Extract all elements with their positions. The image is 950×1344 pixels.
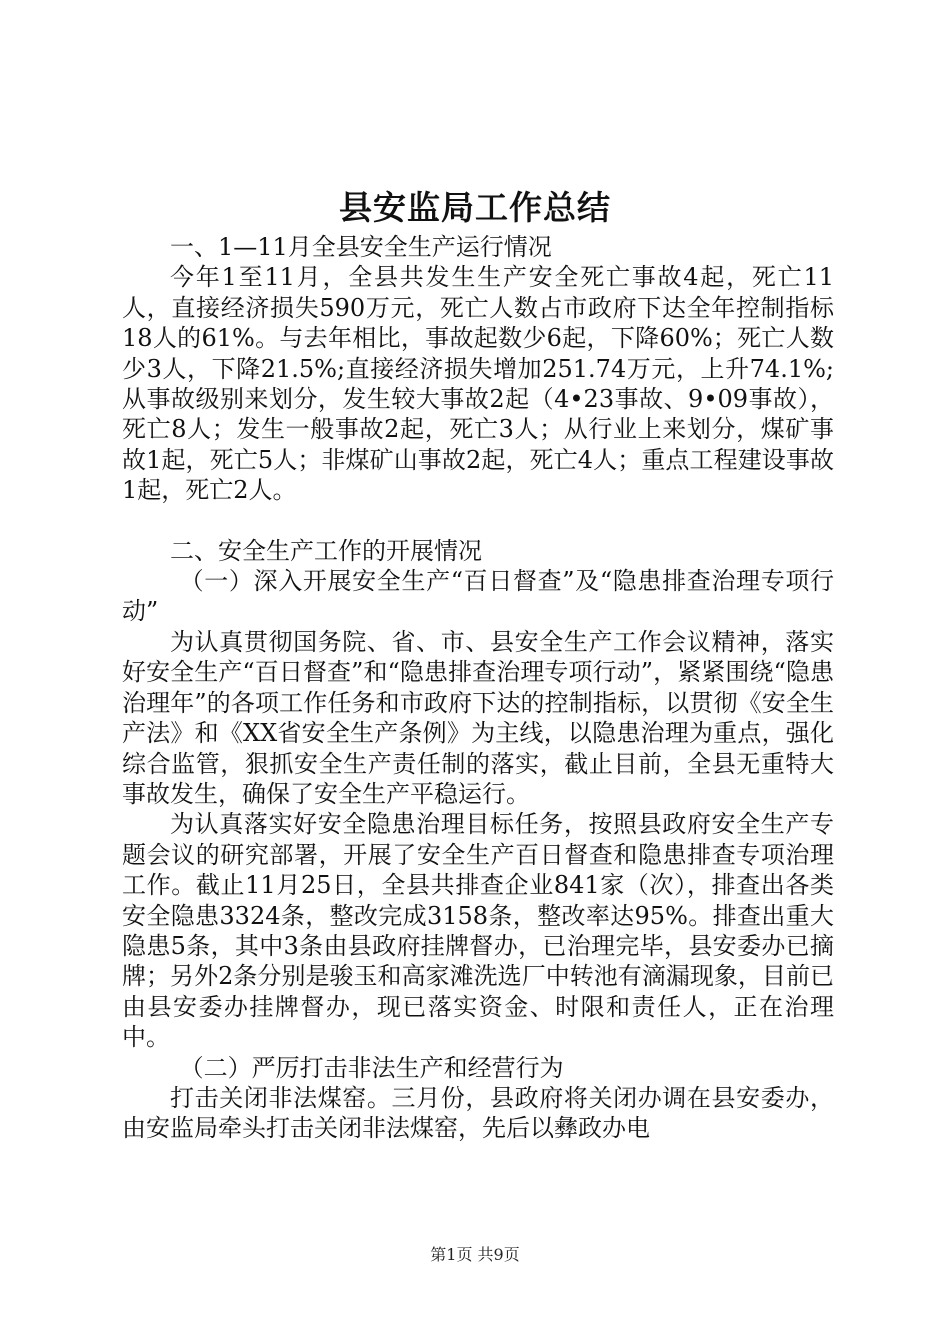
paragraph-hazard-inspection: 为认真落实好安全隐患治理目标任务，按照县政府安全生产专题会议的研究部署，开展了安全生产百日督查和隐患排查专项治理工作。截止11月25日，全县共排查企业841家（次），排查出各类安全隐患3324条，整改完成3158条，整改率达95%。排查出重大隐患5条，其中3条由县政府挂牌督办，已治理完毕，县安委办已摘牌；另外2条分别是骏玉和高家滩洗选厂中转池有滴漏现象，目前已由县安委办挂牌督办，现已落实资金、时限和责任人，正在治理中。 (122, 810, 834, 1052)
paragraph-implementation: 为认真贯彻国务院、省、市、县安全生产工作会议精神，落实好安全生产“百日督查”和“隐患排查治理专项行动”，紧紧围绕“隐患治理年”的各项工作任务和市政府下达的控制指标，以贯彻《安全生产法》和《XX省安全生产条例》为主线，以隐患治理为重点，强化综合监管，狠抓安全生产责任制的落实，截止目前，全县无重特大事故发生，确保了安全生产平稳运行。 (122, 627, 834, 808)
paragraph-gap (122, 506, 834, 536)
paragraph-illegal-mines: 打击关闭非法煤窑。三月份，县政府将关闭办调在县安委办，由安监局牵头打击关闭非法煤窑，先后以彝政办电 (122, 1083, 834, 1143)
paragraph-accident-summary: 今年1至11月，全县共发生生产安全死亡事故4起，死亡11人，直接经济损失590万元，死亡人数占市政府下达全年控制指标18人的61%。与去年相比，事故起数少6起，下降60%；死亡人数少3人，下降21.5%;直接经济损失增加251.74万元，上升74.1%;从事故级别来划分，发生较大事故2起（4•23事故、9•09事故），死亡8人；发生一般事故2起，死亡3人；从行业上来划分，煤矿事故1起，死亡5人；非煤矿山事故2起，死亡4人；重点工程建设事故1起，死亡2人。 (122, 263, 834, 505)
subsection-heading-1: （一）深入开展安全生产“百日督查”及“隐患排查治理专项行动” (122, 567, 834, 626)
section-heading-1: 一、1—11月全县安全生产运行情况 (170, 233, 552, 261)
document-title: 县安监局工作总结 (339, 188, 611, 227)
page-number: 第1页 共9页 (430, 1245, 520, 1264)
subsection-heading-2: （二）严厉打击非法生产和经营行为 (179, 1053, 564, 1082)
document-body (122, 232, 834, 1144)
section-heading-2: 二、安全生产工作的开展情况 (170, 536, 482, 565)
